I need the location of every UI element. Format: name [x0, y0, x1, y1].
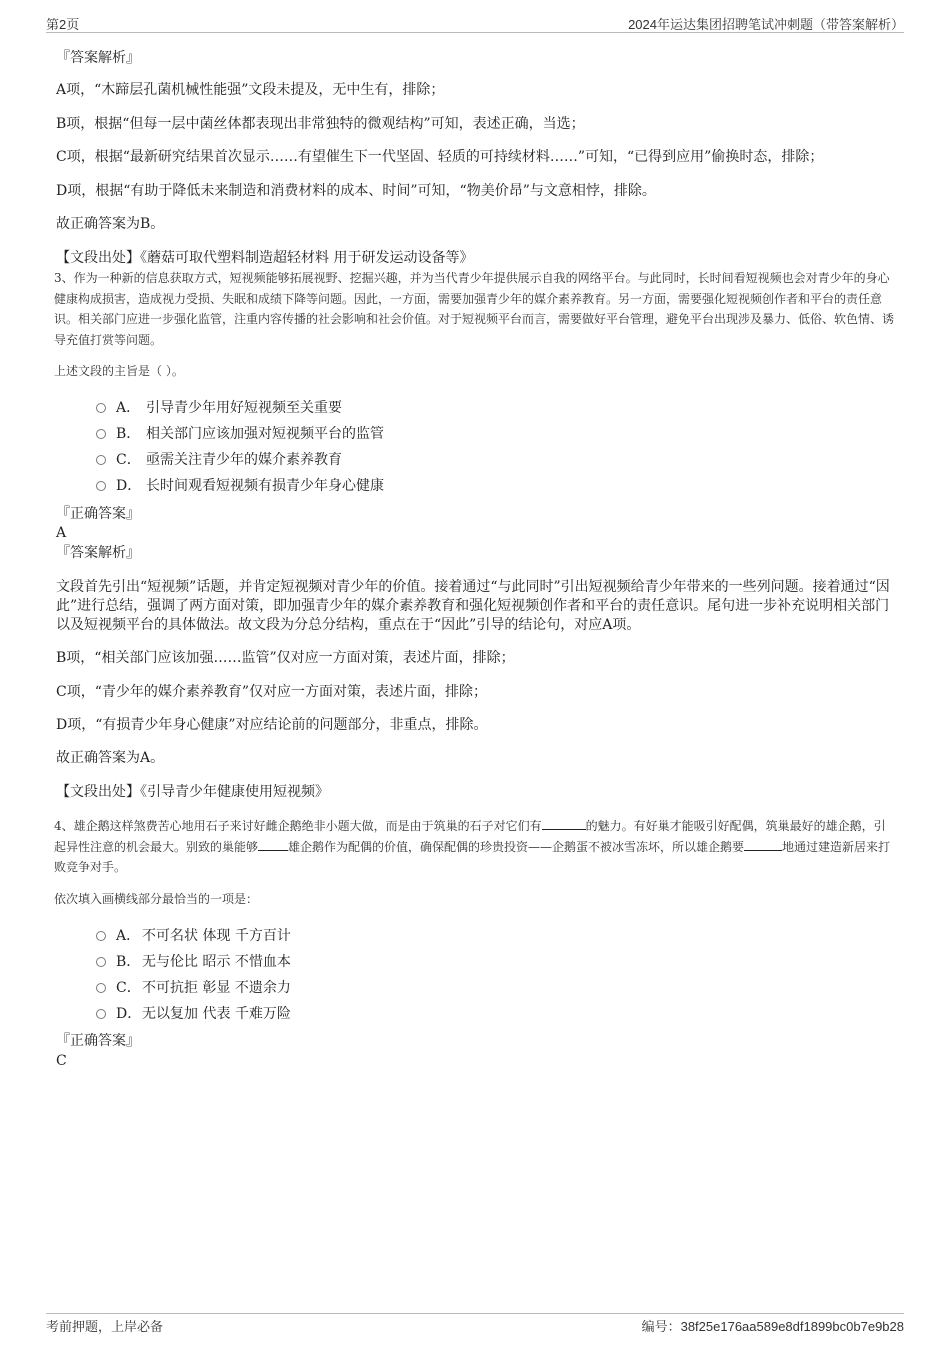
footer-slogan: 考前押题，上岸必备	[46, 1319, 164, 1334]
q3-stem: 3、作为一种新的信息获取方式，短视频能够拓展视野、挖掘兴趣，并为当代青少年提供展示自我的网络平台。与此同时，长时间看短视频也会对青少年的身心健康构成损害，造成视力受损、失眠和成绩下降等问题。因此，一方面，需要加强青少年的媒介素养教育。另一方面，需要强化短视频创作者和平台的责任意识。相关部门应进一步强化监管，注重内容传播的社会影响和社会价值。对于短视频平台而言，需要做好平台管理，避免平台出现涉及暴力、低俗、软色情、诱导充值打赏等问题。	[54, 271, 895, 347]
q2-analysis-line-d: D项，根据“有助于降低未来制造和消费材料的成本、时间”可知，“物美价昂”与文意相悖，排除。	[56, 183, 656, 199]
q3-answer: A	[56, 525, 67, 541]
q2-analysis-line-b: B项，根据“但每一层中菌丝体都表现出非常独特的微观结构”可知，表述正确，当选；	[56, 116, 585, 132]
radio-icon[interactable]	[96, 481, 106, 491]
q3-final-answer: 故正确答案为A。	[56, 750, 165, 766]
q2-source: 【文段出处】《蘑菇可取代塑料制造超轻材料 用于研发运动设备等》	[56, 250, 474, 266]
q4-option-d[interactable]: D．无以复加 代表 千难万险	[96, 1004, 291, 1024]
radio-icon[interactable]	[96, 931, 106, 941]
q4-option-c[interactable]: C．不可抗拒 彰显 不遗余力	[96, 978, 291, 998]
q3-analysis-line-b: B项，“相关部门应该加强……监管”仅对应一方面对策，表述片面，排除；	[56, 650, 515, 666]
page-number: 第2页	[46, 17, 80, 32]
q3-option-c[interactable]: C． 亟需关注青少年的媒介素养教育	[96, 450, 342, 470]
q4-question: 依次填入画横线部分最恰当的一项是：	[54, 892, 259, 906]
q4-blank-1	[542, 817, 586, 830]
q4-blank-3	[744, 838, 782, 851]
document-code: 编号：38f25e176aa589e8df1899bc0b7e9b28	[641, 1319, 904, 1334]
page-header	[46, 14, 904, 33]
page-footer	[46, 1313, 904, 1334]
q4-answer-label: 『正确答案』	[56, 1033, 140, 1049]
radio-icon[interactable]	[96, 983, 106, 993]
radio-icon[interactable]	[96, 403, 106, 413]
q3-answer-label: 『正确答案』	[56, 506, 140, 522]
q4-option-a[interactable]: A． 不可名状 体现 千方百计	[96, 926, 291, 946]
q3-analysis-line-d: D项，“有损青少年身心健康”对应结论前的问题部分，非重点，排除。	[56, 717, 488, 733]
q3-analysis-label: 『答案解析』	[56, 545, 140, 561]
q3-source: 【文段出处】《引导青少年健康使用短视频》	[56, 784, 329, 800]
q2-analysis-line-a: A项，“木蹄层孔菌机械性能强”文段未提及，无中生有，排除；	[56, 82, 445, 98]
q4-answer: C	[56, 1053, 67, 1069]
q4-stem: 4、雄企鹅这样煞费苦心地用石子来讨好雌企鹅绝非小题大做，而是由于筑巢的石子对它们有 的魅力。有好巢才能吸引好配偶，筑巢最好的雄企鹅，引起异性注意的机会最大。别致的巢能够 雄企鹅作为配偶的价值，确保配偶的珍贵投资——企鹅蛋不被冰雪冻坏，所以雄企鹅要 地通过建造新居来打败竞争对手。	[54, 819, 891, 874]
q2-final-answer: 故正确答案为B。	[56, 216, 165, 232]
q2-analysis-line-c: C项，根据“最新研究结果首次显示……有望催生下一代坚固、轻质的可持续材料……”可知，“已得到应用”偷换时态，排除；	[56, 149, 824, 165]
q4-option-b[interactable]: B． 无与伦比 昭示 不惜血本	[96, 952, 291, 972]
q4-blank-2	[258, 838, 288, 851]
radio-icon[interactable]	[96, 455, 106, 465]
radio-icon[interactable]	[96, 1009, 106, 1019]
q2-analysis-label: 『答案解析』	[56, 50, 140, 66]
q3-analysis-line-c: C项，“青少年的媒介素养教育”仅对应一方面对策，表述片面，排除；	[56, 684, 488, 700]
radio-icon[interactable]	[96, 429, 106, 439]
radio-icon[interactable]	[96, 957, 106, 967]
document-title: 2024年运达集团招聘笔试冲刺题（带答案解析）	[628, 17, 904, 32]
q3-analysis-main: 文段首先引出“短视频”话题，并肯定短视频对青少年的价值。接着通过“与此同时”引出短视频给青少年带来的一些列问题。接着通过“因此”进行总结，强调了两方面对策，即加强青少年的媒介素养教育和强化短视频创作者和平台的责任意识。尾句进一步补充说明相关部门以及短视频平台的具体做法。故文段为分总分结构，重点在于“因此”引导的结论句，对应A项。	[56, 579, 890, 633]
q3-question: 上述文段的主旨是（ ）。	[54, 364, 184, 378]
q3-option-d[interactable]: D． 长时间观看短视频有损青少年身心健康	[96, 476, 384, 496]
q3-option-a[interactable]: A． 引导青少年用好短视频至关重要	[96, 398, 342, 418]
q3-option-b[interactable]: B． 相关部门应该加强对短视频平台的监管	[96, 424, 384, 444]
